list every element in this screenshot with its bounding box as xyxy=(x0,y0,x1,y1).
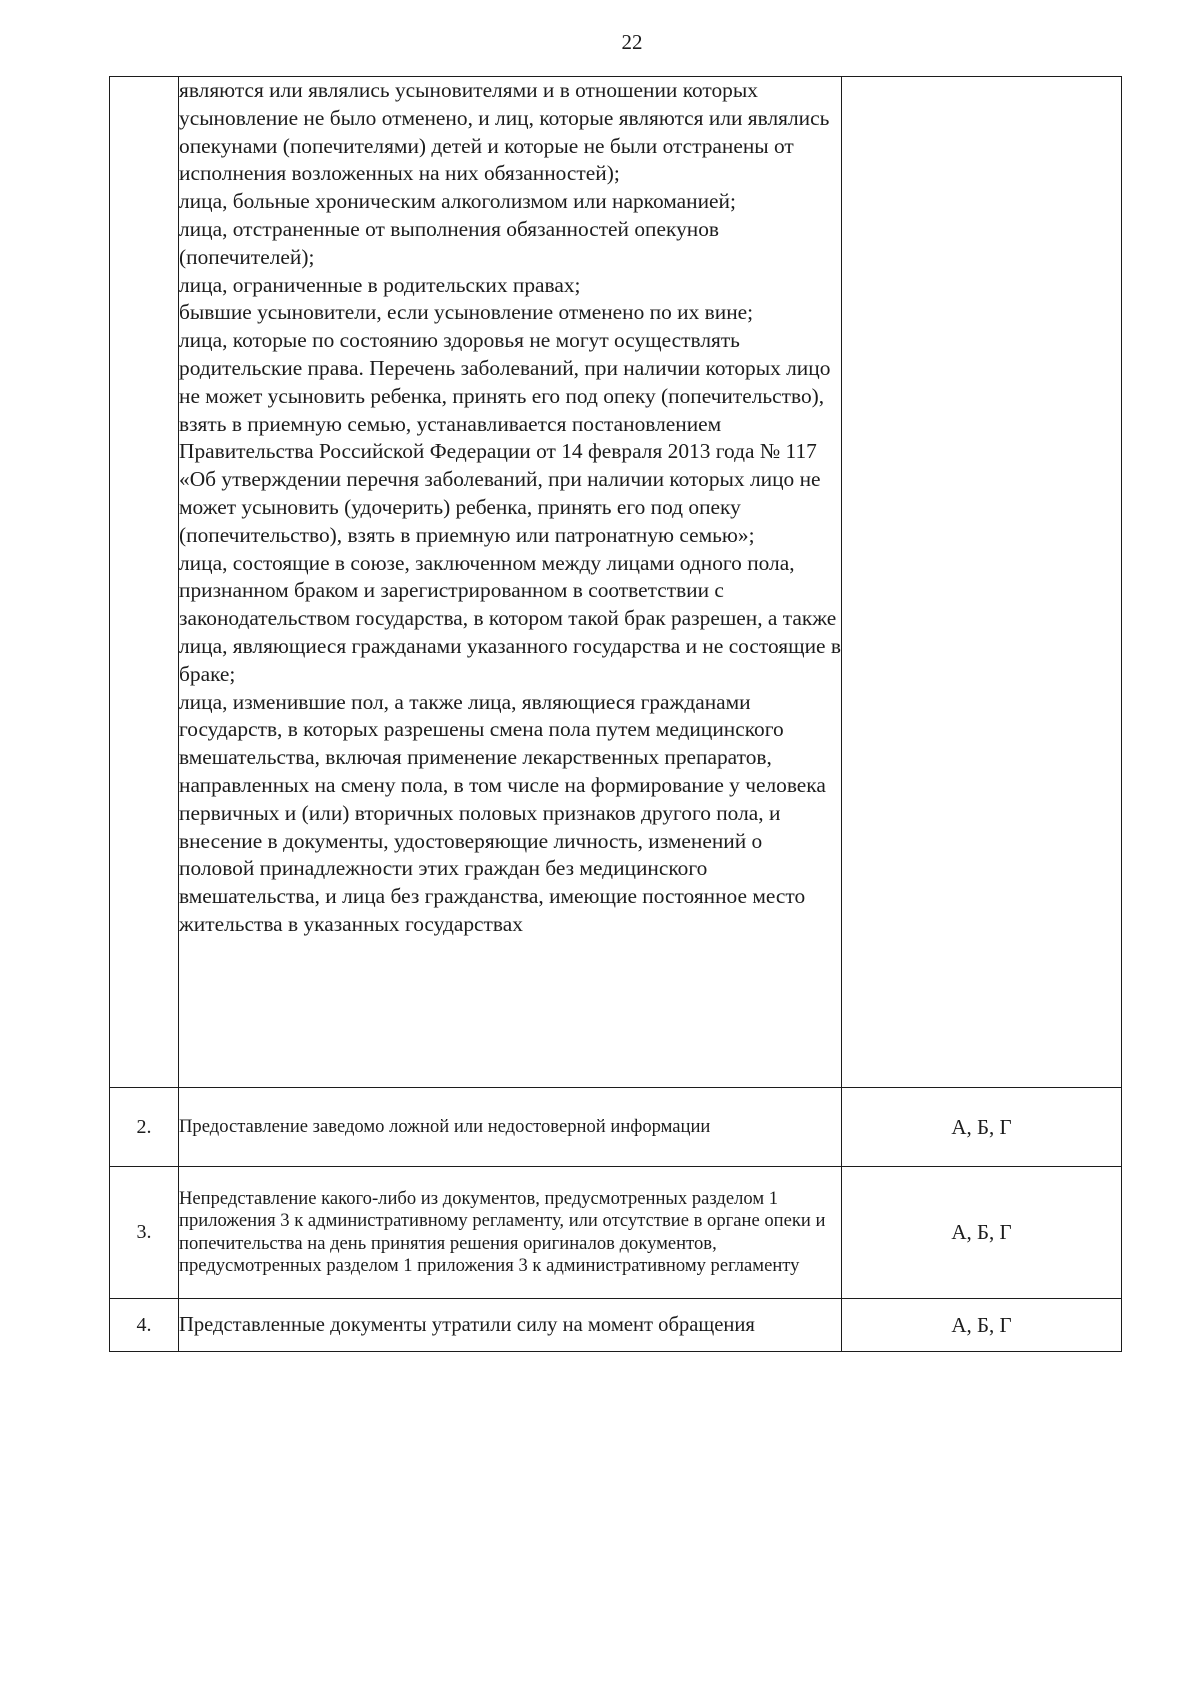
paragraph: лица, которые по состоянию здоровья не могут осуществлять родительские права. Перечень заболеваний, при наличии которых лицо не может усыновить ребенка, принять его под опеку (попечительство), взять в приемную семью, устанавливается постановлением Правительства Российской Федерации от 14 февраля 2013 года № 117 «Об утверждении перечня заболеваний, при наличии которых лицо не может усыновить (удочерить) ребенка, принять его под опеку (попечительство), взять в приемную или патронатную семью»; xyxy=(179,328,831,547)
row-text-cell: Непредставление какого-либо из документов, предусмотренных разделом 1 приложения 3 к административному регламенту, или отсутствие в органе опеки и попечительства на день принятия решения оригиналов документов, предусмотренных разделом 1 приложения 3 к административному регламенту xyxy=(179,1167,842,1299)
page-number: 22 xyxy=(621,30,643,54)
grounds-table xyxy=(109,76,1122,1352)
row-number-cell: 3. xyxy=(110,1167,179,1299)
row-grounds-cell: А, Б, Г xyxy=(842,1299,1122,1352)
paragraph: лица, изменившие пол, а также лица, являющиеся гражданами государств, в которых разрешены смена пола путем медицинского вмешательства, включая применение лекарственных препаратов, направленных на смену пола, в том числе на формирование у человека первичных и (или) вторичных половых признаков другого пола, и внесение в документы, удостоверяющие личность, изменений о половой принадлежности этих граждан без медицинского вмешательства, и лица без гражданства, имеющие постоянное место жительства в указанных государствах xyxy=(179,689,826,936)
paragraph: лица, состоящие в союзе, заключенном между лицами одного пола, признанном браком и зарегистрированном в соответствии с законодательством государства, в котором такой брак разрешен, а также лица, являющиеся гражданами указанного государства и не состоящие в браке; xyxy=(179,550,841,686)
paragraph: бывшие усыновители, если усыновление отменено по их вине; xyxy=(179,300,754,325)
table-row xyxy=(110,77,1122,1088)
table-row xyxy=(110,1167,1122,1299)
row-grounds-cell xyxy=(842,77,1122,1088)
table-row xyxy=(110,1299,1122,1352)
row-number-cell: 4. xyxy=(110,1299,179,1352)
row-number-cell xyxy=(110,77,179,1088)
table-row xyxy=(110,1088,1122,1167)
row-text-cell xyxy=(179,77,842,1088)
row-grounds-cell: А, Б, Г xyxy=(842,1167,1122,1299)
row-number-cell: 2. xyxy=(110,1088,179,1167)
row-text-cell: Предоставление заведомо ложной или недостоверной информации xyxy=(179,1088,842,1167)
paragraph: лица, больные хроническим алкоголизмом или наркоманией; xyxy=(179,189,736,214)
paragraph: лица, отстраненные от выполнения обязанностей опекунов (попечителей); xyxy=(179,216,720,269)
row-grounds-cell: А, Б, Г xyxy=(842,1088,1122,1167)
row-text-cell: Представленные документы утратили силу на момент обращения xyxy=(179,1299,842,1352)
paragraph: являются или являлись усыновителями и в отношении которых усыновление не было отменено, и лиц, которые являются или являлись опекунами (попечителями) детей и которые не были отстранены от исполнения возложенных на них обязанностей); xyxy=(179,78,830,186)
paragraph: лица, ограниченные в родительских правах; xyxy=(179,272,581,297)
